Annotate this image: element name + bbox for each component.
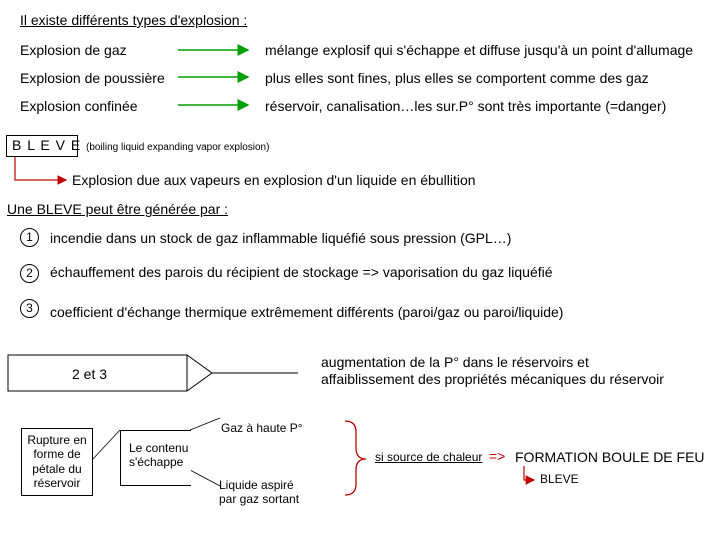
flow-box-label: 2 et 3 <box>72 366 108 382</box>
type-desc-3: réservoir, canalisation…les sur.P° sont très importante (=danger) <box>265 98 667 114</box>
cause-number-3: 3 <box>20 299 39 318</box>
rupture-box <box>21 428 93 496</box>
cause-number-2: 2 <box>20 264 39 283</box>
liquide-text: Liquide aspiré par gaz sortant <box>219 478 300 507</box>
type-desc-1: mélange explosif qui s'échappe et diffuse jusqu'à un point d'allumage <box>265 42 694 58</box>
implies-arrow: => <box>489 448 506 464</box>
bleve-expansion: (boiling liquid expanding vapor explosion) <box>86 142 270 153</box>
brace <box>345 421 366 495</box>
cause-text-3: coefficient d'échange thermique extrêmement différents (paroi/gaz ou paroi/liquide) <box>50 304 564 320</box>
arrow-formation-bleve <box>524 466 534 480</box>
type-name-1: Explosion de gaz <box>20 42 127 58</box>
cause-text-2: échauffement des parois du récipient de stockage => vaporisation du gaz liquéfié <box>50 264 553 280</box>
type-name-2: Explosion de poussière <box>20 70 165 86</box>
contenu-box <box>120 430 191 486</box>
cause-text-1: incendie dans un stock de gaz inflammable liquéfié sous pression (GPL…) <box>50 230 512 246</box>
type-name-3: Explosion confinée <box>20 98 138 114</box>
bleve-definition: Explosion due aux vapeurs en explosion d'un liquide en ébullition <box>72 172 476 188</box>
rupture-text: Rupture en forme de pétale du réservoir <box>27 433 87 491</box>
cause-number-1: 1 <box>20 228 39 247</box>
causes-heading: Une BLEVE peut être générée par : <box>7 201 229 217</box>
formation-bleve: BLEVE <box>540 472 579 486</box>
arrow-bleve <box>15 156 66 180</box>
formation-text: FORMATION BOULE DE FEU <box>515 449 705 465</box>
intro-heading: Il existe différents types d'explosion : <box>20 12 248 28</box>
gaz-text: Gaz à haute P° <box>221 421 303 435</box>
bleve-box <box>6 135 82 155</box>
flow-result-line2: affaiblissement des propriétés mécaniques du réservoir <box>321 371 664 387</box>
flow-arrow <box>8 355 212 391</box>
type-desc-2: plus elles sont fines, plus elles se comportent comme des gaz <box>265 70 649 86</box>
contenu-text: Le contenu s'échappe <box>129 441 189 470</box>
flow-result-line1: augmentation de la P° dans le réservoirs et <box>321 354 589 370</box>
source-text: si source de chaleur <box>375 450 483 464</box>
bleve-label: B L E V E <box>12 137 82 153</box>
